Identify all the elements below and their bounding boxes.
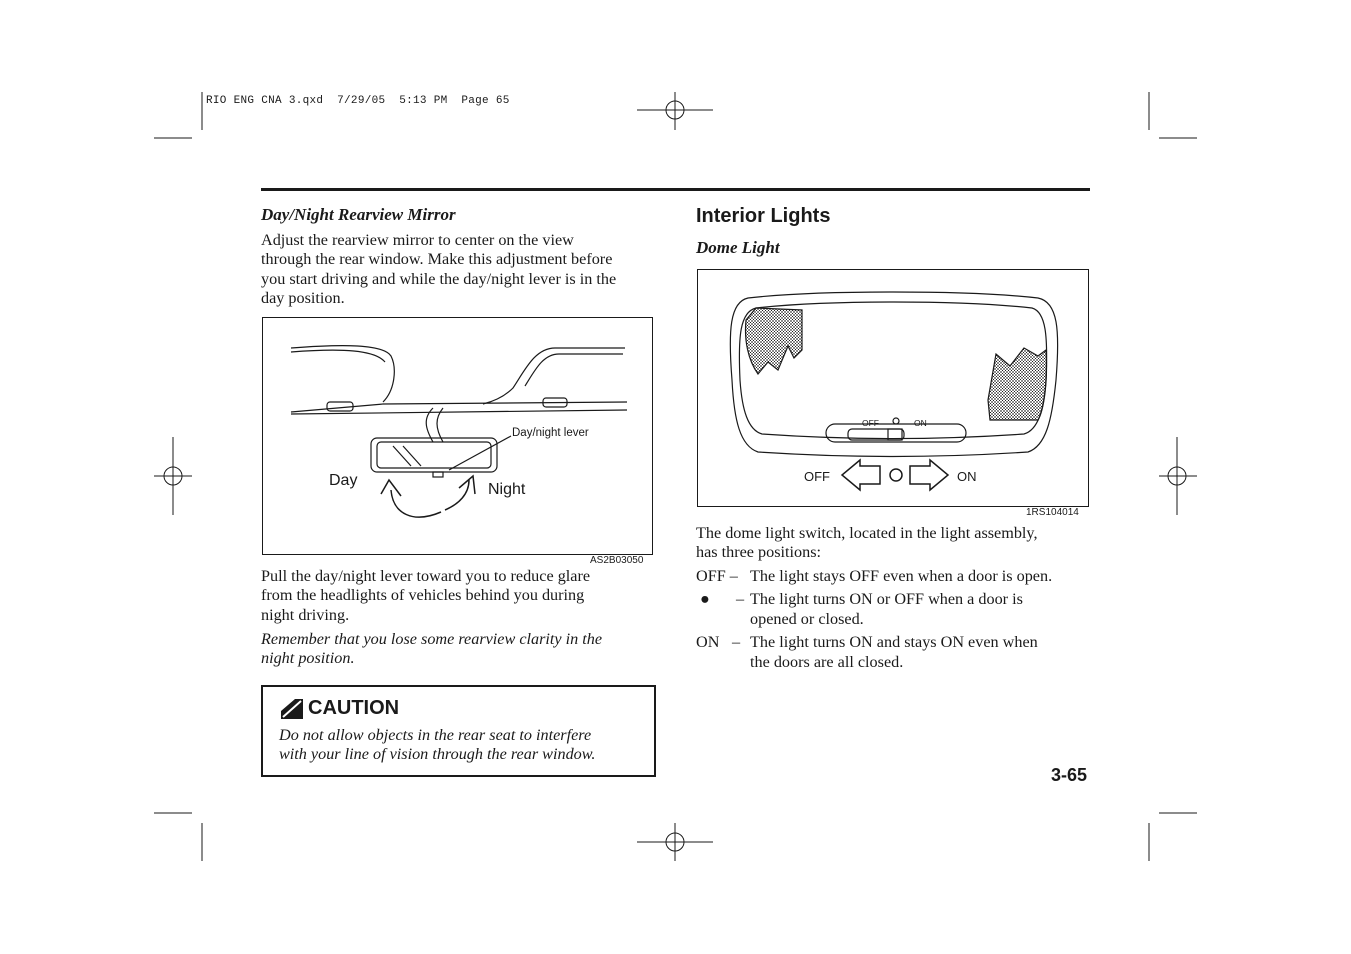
text-line: through the rear window. Make this adjustment before — [261, 250, 613, 269]
caution-title: CAUTION — [308, 697, 400, 719]
text-line: with your line of vision through the rear window. — [279, 745, 596, 764]
text-line: day position. — [261, 289, 345, 308]
day-label: Day — [329, 472, 358, 489]
text-line: night position. — [261, 649, 355, 668]
text-line: The light turns ON or OFF when a door is — [750, 590, 1023, 609]
text-line: you start driving and while the day/night lever is in the — [261, 269, 617, 288]
mirror-figure-code: AS2B03050 — [590, 555, 644, 566]
section-heading-interior-lights: Interior Lights — [696, 205, 831, 227]
caution-header — [281, 697, 399, 720]
lever-label: Day/night lever — [512, 427, 589, 439]
switch-positions-list — [696, 567, 1096, 672]
text-line: night driving. — [261, 605, 350, 624]
night-label: Night — [488, 481, 526, 498]
section-heading-mirror: Day/Night Rearview Mirror — [261, 205, 456, 224]
dome-intro-text — [696, 524, 1096, 563]
text-line: The light stays OFF even when a door is open. — [750, 567, 1053, 585]
position-description — [750, 590, 1023, 629]
print-slug: RIO ENG CNA 3.qxd 7/29/05 5:13 PM Page 65 — [206, 95, 510, 107]
mirror-figure — [262, 317, 653, 555]
position-key: ON – — [696, 633, 741, 652]
position-key: OFF – — [696, 567, 738, 585]
text-line: The dome light switch, located in the light assembly, — [696, 524, 1038, 542]
mirror-note — [261, 630, 661, 669]
position-description — [750, 633, 1038, 672]
on-label: ON — [957, 469, 977, 484]
list-item — [696, 633, 1096, 672]
dome-light-illustration — [698, 270, 1088, 506]
off-label: OFF — [804, 469, 830, 484]
mirror-intro-text — [261, 231, 661, 309]
text-line: from the headlights of vehicles behind you during — [261, 586, 585, 605]
text-line: Adjust the rearview mirror to center on the view — [261, 231, 574, 249]
page-number: 3-65 — [1051, 765, 1088, 785]
position-description — [750, 567, 1052, 586]
text-line: Remember that you lose some rearview clarity in the — [261, 630, 603, 648]
dome-light-figure — [697, 269, 1089, 507]
header-rule — [261, 188, 1090, 191]
list-item — [696, 567, 1096, 586]
caution-text — [279, 726, 649, 765]
switch-off-label: OFF — [862, 418, 879, 428]
subheading-dome-light: Dome Light — [696, 238, 780, 257]
text-line: Do not allow objects in the rear seat to interfere — [279, 726, 592, 744]
text-line: The light turns ON and stays ON even when — [750, 633, 1038, 652]
switch-on-label: ON — [914, 418, 927, 428]
text-line: opened or closed. — [750, 609, 864, 628]
text-line: has three positions: — [696, 543, 821, 562]
dome-figure-code: 1RS104014 — [1026, 507, 1079, 518]
mirror-after-text — [261, 567, 661, 625]
list-item — [696, 590, 1096, 629]
text-line: the doors are all closed. — [750, 652, 904, 671]
caution-icon — [281, 699, 303, 719]
text-line: Pull the day/night lever toward you to reduce glare — [261, 567, 591, 585]
caution-box — [261, 685, 656, 777]
bullet-icon: ● — [700, 590, 710, 609]
position-key: ● – — [696, 590, 750, 629]
mirror-illustration — [263, 318, 652, 554]
